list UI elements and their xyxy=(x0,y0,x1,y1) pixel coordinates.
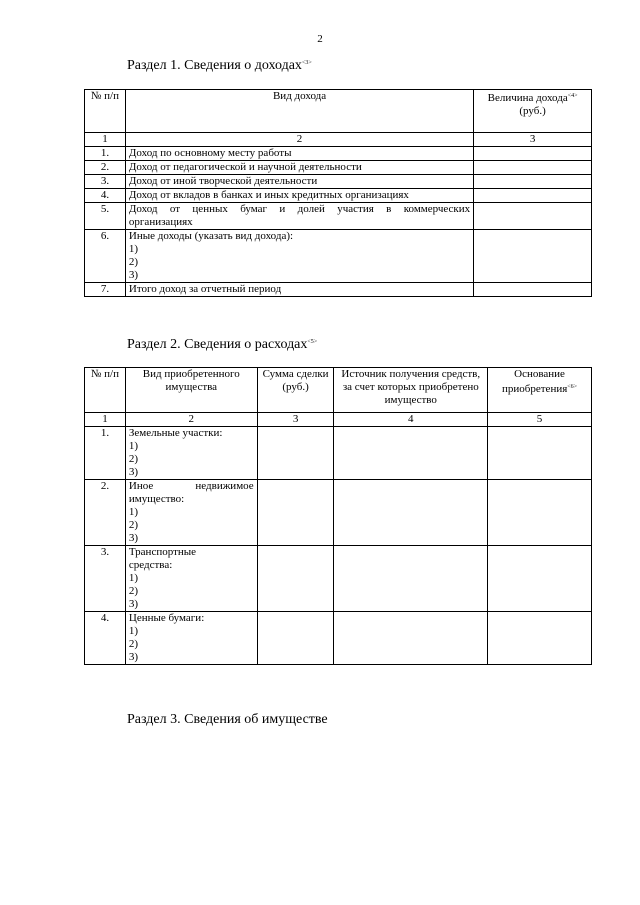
expenses-row-source[interactable] xyxy=(334,546,488,612)
income-row-num: 4. xyxy=(85,189,126,203)
expenses-row-num: 1. xyxy=(85,427,126,480)
income-colnum-row xyxy=(85,133,592,147)
expenses-row-num: 3. xyxy=(85,546,126,612)
income-colnum: 1 xyxy=(85,133,126,147)
expenses-row-sum[interactable] xyxy=(257,427,334,480)
expenses-header-row xyxy=(85,368,592,413)
expenses-row-item: 2) xyxy=(128,638,139,650)
expenses-row-text xyxy=(125,480,257,546)
expenses-row-sum[interactable] xyxy=(257,480,334,546)
income-row-num: 5. xyxy=(85,203,126,230)
expenses-row-text xyxy=(125,427,257,480)
income-header-type: Вид дохода xyxy=(125,90,473,133)
expenses-row-label-word: Иное xyxy=(128,480,154,492)
expenses-row xyxy=(85,427,592,480)
income-row-num: 6. xyxy=(85,230,126,283)
section1-title-note: <3> xyxy=(301,60,312,66)
expenses-colnum: 1 xyxy=(85,413,126,427)
expenses-row xyxy=(85,546,592,612)
expenses-row-num: 2. xyxy=(85,480,126,546)
income-row-other-label: Иные доходы (указать вид дохода): xyxy=(128,230,294,242)
income-row xyxy=(85,161,592,175)
income-row-num: 7. xyxy=(85,283,126,297)
expenses-colnum: 3 xyxy=(257,413,334,427)
income-row-value[interactable] xyxy=(474,147,592,161)
expenses-table xyxy=(84,367,592,665)
expenses-row-label: Ценные бумаги: xyxy=(128,612,205,624)
expenses-header-type: Вид приобретенного имущества xyxy=(125,368,257,413)
expenses-row xyxy=(85,480,592,546)
income-header-amount-unit: (руб.) xyxy=(519,105,546,117)
income-colnum: 3 xyxy=(474,133,592,147)
section3-title: Раздел 3. Сведения об имуществе xyxy=(127,712,328,727)
income-row xyxy=(85,283,592,297)
income-row xyxy=(85,189,592,203)
income-row-num: 3. xyxy=(85,175,126,189)
income-row-value[interactable] xyxy=(474,283,592,297)
expenses-row-item: 2) xyxy=(128,519,139,531)
expenses-row-sum[interactable] xyxy=(257,546,334,612)
expenses-header-basis xyxy=(488,368,592,413)
page-number: 2 xyxy=(317,33,323,45)
income-header-amount xyxy=(474,90,592,133)
expenses-row-label-line2: средства: xyxy=(128,559,173,571)
expenses-colnum: 2 xyxy=(125,413,257,427)
expenses-row-source[interactable] xyxy=(334,480,488,546)
expenses-header-num: № п/п xyxy=(85,368,126,413)
expenses-colnum: 5 xyxy=(488,413,592,427)
income-colnum: 2 xyxy=(125,133,473,147)
expenses-row-source[interactable] xyxy=(334,427,488,480)
expenses-row-label: Земельные участки: xyxy=(128,427,223,439)
expenses-header-basis-note: <6> xyxy=(567,384,578,390)
expenses-colnum-row xyxy=(85,413,592,427)
income-row-value[interactable] xyxy=(474,230,592,283)
income-row-value[interactable] xyxy=(474,203,592,230)
expenses-row-basis[interactable] xyxy=(488,546,592,612)
income-header-amount-note: <4> xyxy=(567,93,578,99)
income-row-text xyxy=(125,230,473,283)
income-header-num: № п/п xyxy=(85,90,126,133)
income-table xyxy=(84,89,592,297)
income-row-text-line1: Доход от ценных бумаг и долей участия в коммерческих xyxy=(128,203,471,215)
expenses-row-item: 2) xyxy=(128,453,139,465)
income-row-text: Доход от иной творческой деятельности xyxy=(125,175,473,189)
income-row-text-line2: организациях xyxy=(128,216,193,228)
expenses-row-num: 4. xyxy=(85,612,126,665)
income-row-num: 2. xyxy=(85,161,126,175)
income-row-item: 3) xyxy=(128,269,139,281)
expenses-row-item: 1) xyxy=(128,506,139,518)
income-row-value[interactable] xyxy=(474,161,592,175)
income-row-text: Доход от вкладов в банках и иных кредитных организациях xyxy=(125,189,473,203)
expenses-row-item: 1) xyxy=(128,625,139,637)
expenses-row-item: 1) xyxy=(128,572,139,584)
expenses-header-sum: Сумма сделки (руб.) xyxy=(257,368,334,413)
expenses-row-label-word: недвижимое xyxy=(195,480,254,492)
section1-title xyxy=(127,55,312,74)
expenses-row-label-line2: имущество: xyxy=(128,493,185,505)
expenses-row-item: 3) xyxy=(128,651,139,663)
income-row-text: Итого доход за отчетный период xyxy=(125,283,473,297)
expenses-row-text xyxy=(125,612,257,665)
income-header-amount-label: Величина дохода xyxy=(487,92,568,104)
expenses-row-basis[interactable] xyxy=(488,480,592,546)
expenses-row-item: 3) xyxy=(128,466,139,478)
income-row xyxy=(85,230,592,283)
expenses-colnum: 4 xyxy=(334,413,488,427)
expenses-row-basis[interactable] xyxy=(488,612,592,665)
income-row-text: Доход по основному месту работы xyxy=(125,147,473,161)
income-header-row xyxy=(85,90,592,133)
expenses-row-item: 1) xyxy=(128,440,139,452)
expenses-row-text xyxy=(125,546,257,612)
expenses-row-basis[interactable] xyxy=(488,427,592,480)
income-row-value[interactable] xyxy=(474,175,592,189)
expenses-row xyxy=(85,612,592,665)
expenses-row-item: 3) xyxy=(128,598,139,610)
section2-title xyxy=(127,334,317,353)
expenses-row-item: 2) xyxy=(128,585,139,597)
expenses-header-source: Источник получения средств, за счет которых приобретено имущество xyxy=(334,368,488,413)
section2-title-text: Раздел 2. Сведения о расходах xyxy=(127,337,308,352)
expenses-row-label-line1: Транспортные xyxy=(128,546,197,558)
income-row-item: 2) xyxy=(128,256,139,268)
expenses-row-sum[interactable] xyxy=(257,612,334,665)
income-row-text xyxy=(125,203,473,230)
income-row-value[interactable] xyxy=(474,189,592,203)
income-row-item: 1) xyxy=(128,243,139,255)
section2-title-note: <5> xyxy=(307,339,318,345)
income-row xyxy=(85,175,592,189)
income-row-num: 1. xyxy=(85,147,126,161)
section1-title-text: Раздел 1. Сведения о доходах xyxy=(127,58,302,73)
income-row xyxy=(85,203,592,230)
income-row xyxy=(85,147,592,161)
expenses-header-basis-label: Основание приобретения xyxy=(502,368,568,395)
income-row-text: Доход от педагогической и научной деятельности xyxy=(125,161,473,175)
expenses-row-source[interactable] xyxy=(334,612,488,665)
expenses-row-label-line1 xyxy=(129,480,254,493)
expenses-row-item: 3) xyxy=(128,532,139,544)
